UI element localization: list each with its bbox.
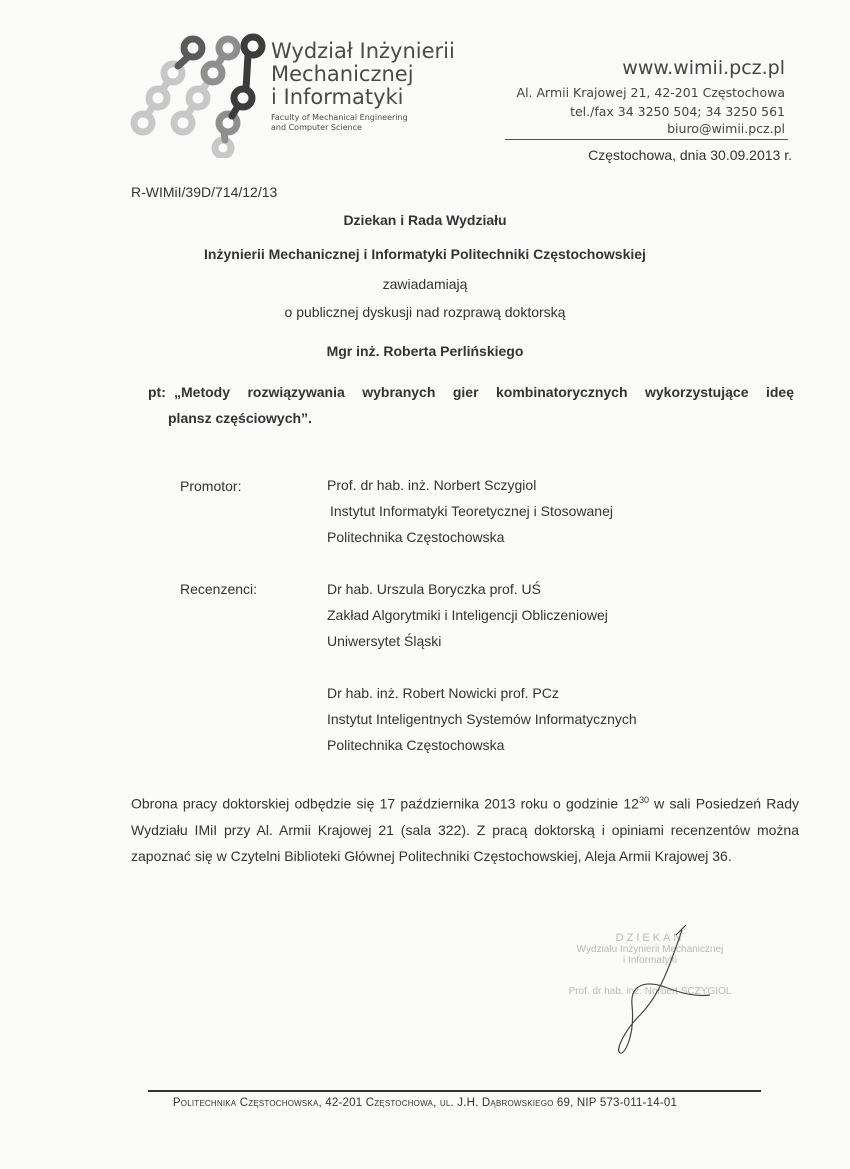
stamp-line-1: DZIEKAN [615, 932, 685, 944]
reviewer-2-name: Dr hab. inż. Robert Nowicki prof. PCz [327, 685, 559, 701]
reviewers-label: Recenzenci: [180, 581, 258, 597]
promotor-institute: Instytut Informatyki Teoretycznej i Stosowanej [330, 503, 613, 519]
reviewer-2-block [327, 680, 637, 758]
thesis-title-line-1: „Metody rozwiązywania wybranych gier kombinatorycznych wykorzystujące ideę [174, 384, 794, 400]
thesis-title-line-2: plansz częściowych”. [168, 410, 312, 426]
announcement-line-4: o publicznej dyskusji nad rozprawą doktorską [284, 304, 566, 320]
website-text: www.wimii.pcz.pl [622, 57, 785, 79]
promotor-university: Politechnika Częstochowska [327, 529, 505, 545]
reviewer-2-university: Politechnika Częstochowska [327, 737, 505, 753]
footer-text: Politechnika Częstochowska, 42-201 Częstochowa, ul. J.H. Dąbrowskiego 69, NIP 573-011-14-01 [172, 1097, 678, 1109]
announcement-line-2: Inżynierii Mechanicznej i Informatyki Politechniki Częstochowskiej [204, 246, 646, 262]
defense-time-minutes: 30 [638, 795, 649, 805]
header-divider [505, 139, 788, 140]
promotor-name: Prof. dr hab. inż. Norbert Sczygiol [327, 477, 537, 493]
stamp-line-2: Wydziału Inżynierii Mechanicznej [576, 944, 724, 955]
logo-text-line-3: i Informatyki [271, 85, 404, 109]
stamp-line-3: i Informatyki [623, 955, 677, 966]
address-text: Al. Armii Krajowej 21, 42-201 Częstochowa [516, 85, 785, 100]
defense-text-part-2: w sali Posiedzeń Rady Wydziału IMiI przy Al. Armii Krajowej 21 (sala 322). Z pracą doktorską i opiniami recenzentów można zapoznać się w Czytelni Biblioteki Głównej Politechniki Częstochowskiej, Aleja Armii Krajowej 36. [131, 795, 799, 864]
reviewer-1-name: Dr hab. Urszula Boryczka prof. UŚ [327, 581, 541, 597]
reviewer-1-university: Uniwersytet Śląski [327, 633, 442, 649]
reviewer-1-department: Zakład Algorytmiki i Inteligencji Obliczeniowej [327, 607, 608, 623]
logo-subtitle-line-2: and Computer Science [271, 123, 362, 132]
defense-paragraph [131, 787, 799, 869]
signature-icon [590, 925, 730, 1060]
phone-text: tel./fax 34 3250 504; 34 3250 561 [570, 104, 785, 119]
announcement-line-3: zawiadamiają [382, 276, 468, 292]
logo-text-line-2: Mechanicznej [271, 62, 414, 86]
faculty-logo-icon [128, 28, 268, 158]
defense-text-part-1: Obrona pracy doktorskiej odbędzie się 17 października 2013 roku o godzinie 12 [131, 795, 639, 812]
promotor-block [327, 472, 613, 550]
stamp-line-4: Prof. dr hab. inż. Norbert SCZYGIOL [568, 986, 732, 997]
reference-number: R-WIMiI/39D/714/12/13 [131, 184, 278, 200]
reviewer-2-institute: Instytut Inteligentnych Systemów Informatycznych [327, 711, 637, 727]
email-text: biuro@wimii.pcz.pl [667, 121, 785, 136]
thesis-title-prefix: pt: [148, 384, 166, 400]
logo-text-line-1: Wydział Inżynierii [271, 39, 455, 63]
footer-address [0, 1097, 850, 1109]
candidate-name: Mgr inż. Roberta Perlińskiego [326, 343, 524, 359]
promotor-label: Promotor: [180, 478, 242, 494]
footer-divider [148, 1090, 761, 1092]
date-line: Częstochowa, dnia 30.09.2013 r. [588, 147, 792, 163]
reviewer-1-block [327, 576, 608, 654]
logo-subtitle-line-1: Faculty of Mechanical Engineering [271, 113, 408, 122]
announcement-line-1: Dziekan i Rada Wydziału [343, 212, 507, 228]
